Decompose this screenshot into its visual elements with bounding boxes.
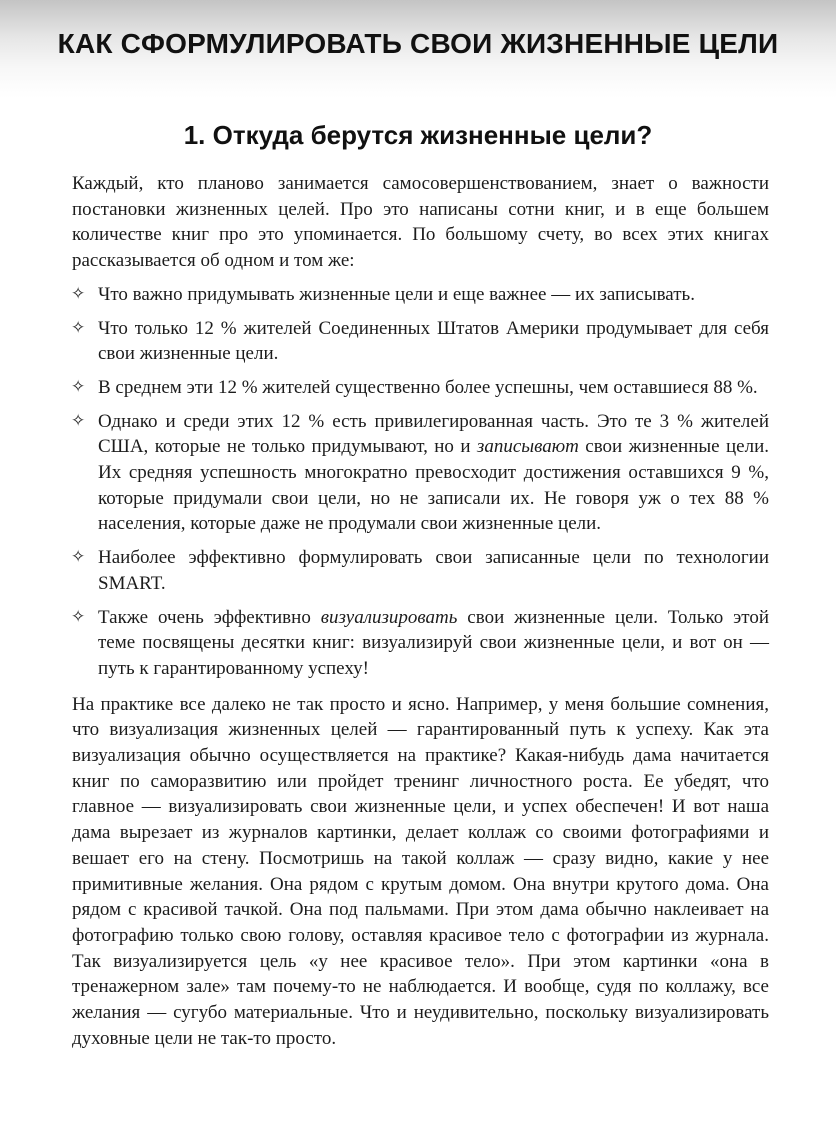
list-item — [72, 316, 769, 367]
list-item-text: Также очень эффективно — [98, 606, 321, 628]
running-header-title: КАК СФОРМУЛИРОВАТЬ СВОИ ЖИЗНЕННЫЕ ЦЕЛИ — [57, 28, 779, 59]
list-item — [72, 282, 769, 308]
four-pointed-star-icon: ✧ — [71, 317, 86, 338]
bullet-list — [72, 282, 769, 682]
intro-paragraph: Каждый, кто планово занимается самосовершенствованием, знает о важности постановки жизненных целей. Про это написаны сотни книг, и в еще большем количестве книг про это упоминается. По большому счету, во всех этих книгах рассказывается об одном и том же: — [72, 173, 769, 272]
four-pointed-star-icon: ✧ — [71, 547, 86, 568]
four-pointed-star-icon: ✧ — [71, 410, 86, 431]
four-pointed-star-icon: ✧ — [71, 283, 86, 304]
section-heading: 1. Откуда берутся жизненные цели? — [183, 120, 653, 150]
list-item — [72, 375, 769, 401]
list-item — [72, 605, 769, 682]
list-item-text: В среднем эти 12 % жителей существенно более успешны, чем оставшиеся 88 %. — [98, 376, 758, 398]
list-item-text: свои жизненные цели. Их средняя успешность многократно превосходит достижения оставшихся 9 %, которые придумали свои цели, но не записали их. Не говоря уж о тех 88 % населения, которые даже не продумали свои жизненные цели. — [98, 436, 769, 535]
list-item-text: Однако и среди этих 12 % есть привилегированная часть. Это те 3 % жителей США, которые не только придумывают, но и — [98, 410, 769, 458]
list-item — [72, 409, 769, 538]
list-item-text: Что важно придумывать жизненные цели и еще важнее — их записывать. — [98, 283, 695, 305]
list-item — [72, 545, 769, 596]
page-body — [72, 171, 769, 1052]
list-item-text: Что только 12 % жителей Соединенных Штатов Америки продумывает для себя свои жизненные цели. — [98, 317, 769, 365]
four-pointed-star-icon: ✧ — [71, 376, 86, 397]
emphasized-word: визуализировать — [320, 606, 458, 628]
list-item-text: свои жизненные цели. Только этой теме посвящены десятки книг: визуализируй свои жизненные цели, и вот он — путь к гарантированному успеху! — [98, 606, 769, 679]
four-pointed-star-icon: ✧ — [71, 606, 86, 627]
closing-paragraph: На практике все далеко не так просто и ясно. Например, у меня большие сомнения, что визуализация жизненных целей — гарантированный путь к успеху. Как эта визуализация обычно осуществляется на практике? Какая-нибудь дама начитается книг по саморазвитию или пройдет тренинг личностного роста. Ее убедят, что главное — визуализировать свои жизненные цели, и успех обеспечен! И вот наша дама вырезает из журналов картинки, делает коллаж со своими фотографиями и вешает его на стену. Посмотришь на такой коллаж — сразу видно, какие у нее примитивные желания. Она рядом с крутым домом. Она внутри крутого дома. Она рядом с красивой тачкой. Она под пальмами. При этом дама обычно наклеивает на фотографию только свою голову, оставляя красивое тело с фотографии из журнала. Так визуализируется цель «у нее красивое тело». При этом картинки «она в тренажерном зале» там почему-то не наблюдается. И вообще, судя по коллажу, все желания — сугубо материальные. Что и неудивительно, поскольку визуализировать духовные цели не так-то просто. — [72, 693, 769, 1049]
emphasized-word: записывают — [476, 436, 579, 458]
list-item-text: Наиболее эффективно формулировать свои записанные цели по технологии SMART. — [98, 547, 769, 594]
